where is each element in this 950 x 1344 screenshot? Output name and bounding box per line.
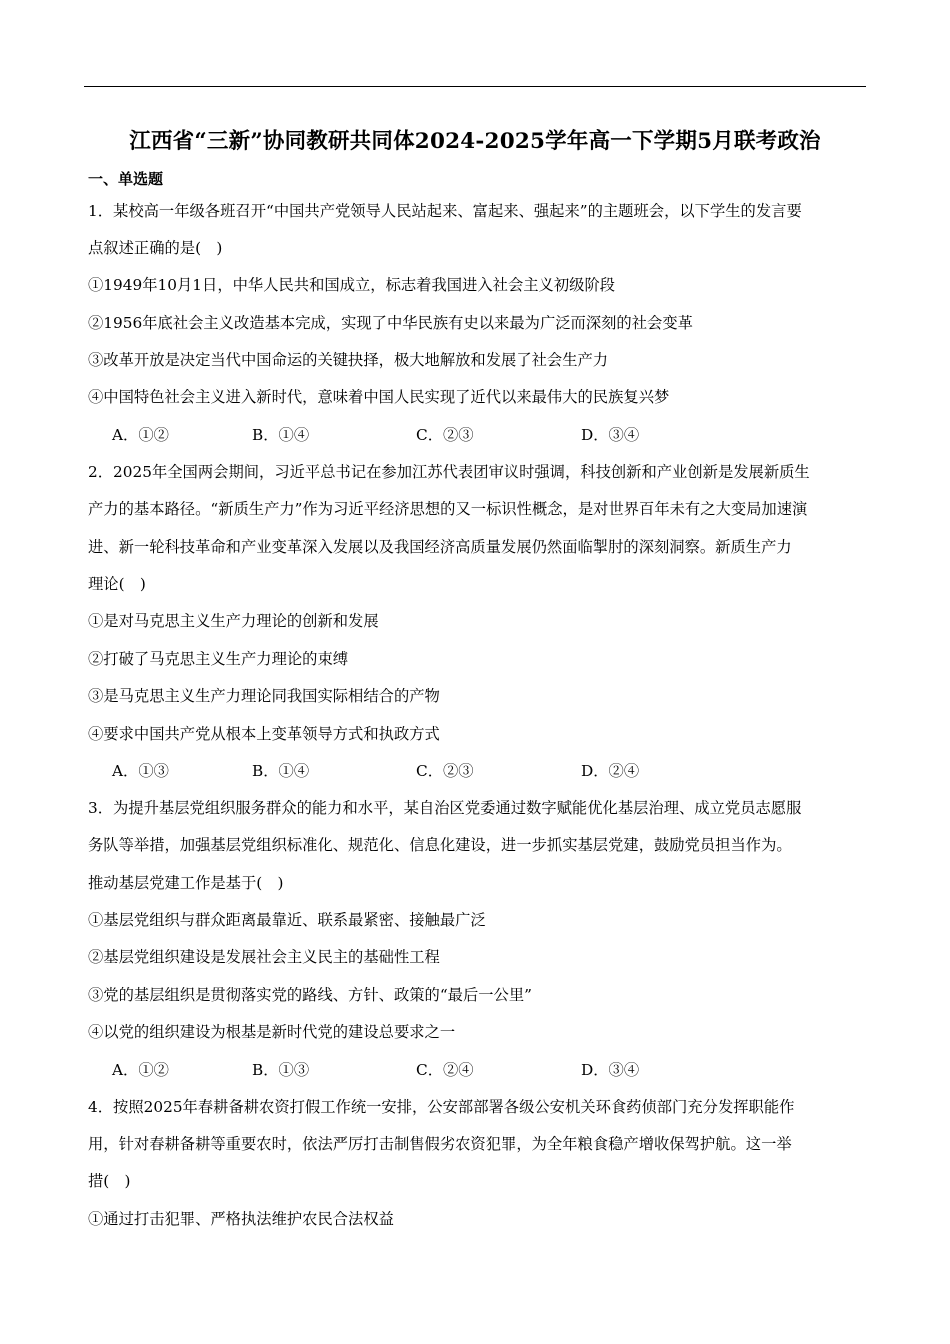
q1-statement-2: ②1956年底社会主义改造基本完成，实现了中华民族有史以来最为广泛而深刻的社会变革: [88, 314, 693, 332]
q3-statement-2: ②基层党组织建设是发展社会主义民主的基础性工程: [88, 948, 440, 966]
q2-statement-4: ④要求中国共产党从根本上变革领导方式和执政方式: [88, 725, 440, 743]
q3-option-d: D．③④: [581, 1061, 640, 1079]
header-rule: [84, 86, 866, 87]
q1-option-b: B．①④: [252, 426, 310, 444]
q2-stem-line-1: 2．2025年全国两会期间，习近平总书记在参加江苏代表团审议时强调，科技创新和产业创新是发展新质生: [88, 463, 810, 481]
q3-statement-4: ④以党的组织建设为根基是新时代党的建设总要求之一: [88, 1023, 456, 1041]
q1-statement-4: ④中国特色社会主义进入新时代，意味着中国人民实现了近代以来最伟大的民族复兴梦: [88, 388, 670, 406]
q4-stem-line-3: 措( ): [88, 1172, 131, 1190]
q3-option-a: A．①②: [112, 1061, 169, 1079]
q1-stem-line-2: 点叙述正确的是( ): [88, 239, 223, 257]
q2-statement-3: ③是马克思主义生产力理论同我国实际相结合的产物: [88, 687, 440, 705]
q3-statement-1: ①基层党组织与群众距离最靠近、联系最紧密、接触最广泛: [88, 911, 486, 929]
q1-option-a: A．①②: [112, 426, 169, 444]
q2-stem-line-3: 进、新一轮科技革命和产业变革深入发展以及我国经济高质量发展仍然面临掣肘的深刻洞察。新质生产力: [88, 538, 792, 556]
q3-option-b: B．①③: [252, 1061, 310, 1079]
q1-statement-3: ③改革开放是决定当代中国命运的关键抉择，极大地解放和发展了社会生产力: [88, 351, 609, 369]
q1-option-d: D．③④: [581, 426, 640, 444]
q2-statement-1: ①是对马克思主义生产力理论的创新和发展: [88, 612, 379, 630]
q3-stem-line-3: 推动基层党建工作是基于( ): [88, 874, 284, 892]
q1-option-c: C．②③: [416, 426, 474, 444]
q3-statement-3: ③党的基层组织是贯彻落实党的路线、方针、政策的“最后一公里”: [88, 986, 532, 1004]
q2-option-c: C．②③: [416, 762, 474, 780]
q2-statement-2: ②打破了马克思主义生产力理论的束缚: [88, 650, 349, 668]
q2-option-a: A．①③: [112, 762, 169, 780]
q2-stem-line-2: 产力的基本路径。“新质生产力”作为习近平经济思想的又一标识性概念，是对世界百年未有之大变局加速演: [88, 500, 808, 518]
q2-option-d: D．②④: [581, 762, 640, 780]
q3-stem-line-2: 务队等举措，加强基层党组织标准化、规范化、信息化建设，进一步抓实基层党建，鼓励党员担当作为。: [88, 836, 792, 854]
page-title: 江西省“三新”协同教研共同体2024-2025学年高一下学期5月联考政治: [129, 129, 821, 154]
q4-stem-line-1: 4．按照2025年春耕备耕农资打假工作统一安排，公安部部署各级公安机关环食药侦部门充分发挥职能作: [88, 1098, 795, 1116]
q4-stem-line-2: 用，针对春耕备耕等重要农时，依法严厉打击制售假劣农资犯罪，为全年粮食稳产增收保驾护航。这一举: [88, 1135, 792, 1153]
q3-stem-line-1: 3．为提升基层党组织服务群众的能力和水平，某自治区党委通过数字赋能优化基层治理、成立党员志愿服: [88, 799, 802, 817]
q1-statement-1: ①1949年10月1日，中华人民共和国成立，标志着我国进入社会主义初级阶段: [88, 276, 616, 294]
q1-stem-line-1: 1．某校高一年级各班召开“中国共产党领导人民站起来、富起来、强起来”的主题班会，以下学生的发言要: [88, 202, 802, 220]
q2-option-b: B．①④: [252, 762, 310, 780]
section-heading: 一、单选题: [88, 170, 164, 188]
q2-stem-line-4: 理论( ): [88, 575, 146, 593]
q4-statement-1: ①通过打击犯罪、严格执法维护农民合法权益: [88, 1210, 394, 1228]
q3-option-c: C．②④: [416, 1061, 474, 1079]
